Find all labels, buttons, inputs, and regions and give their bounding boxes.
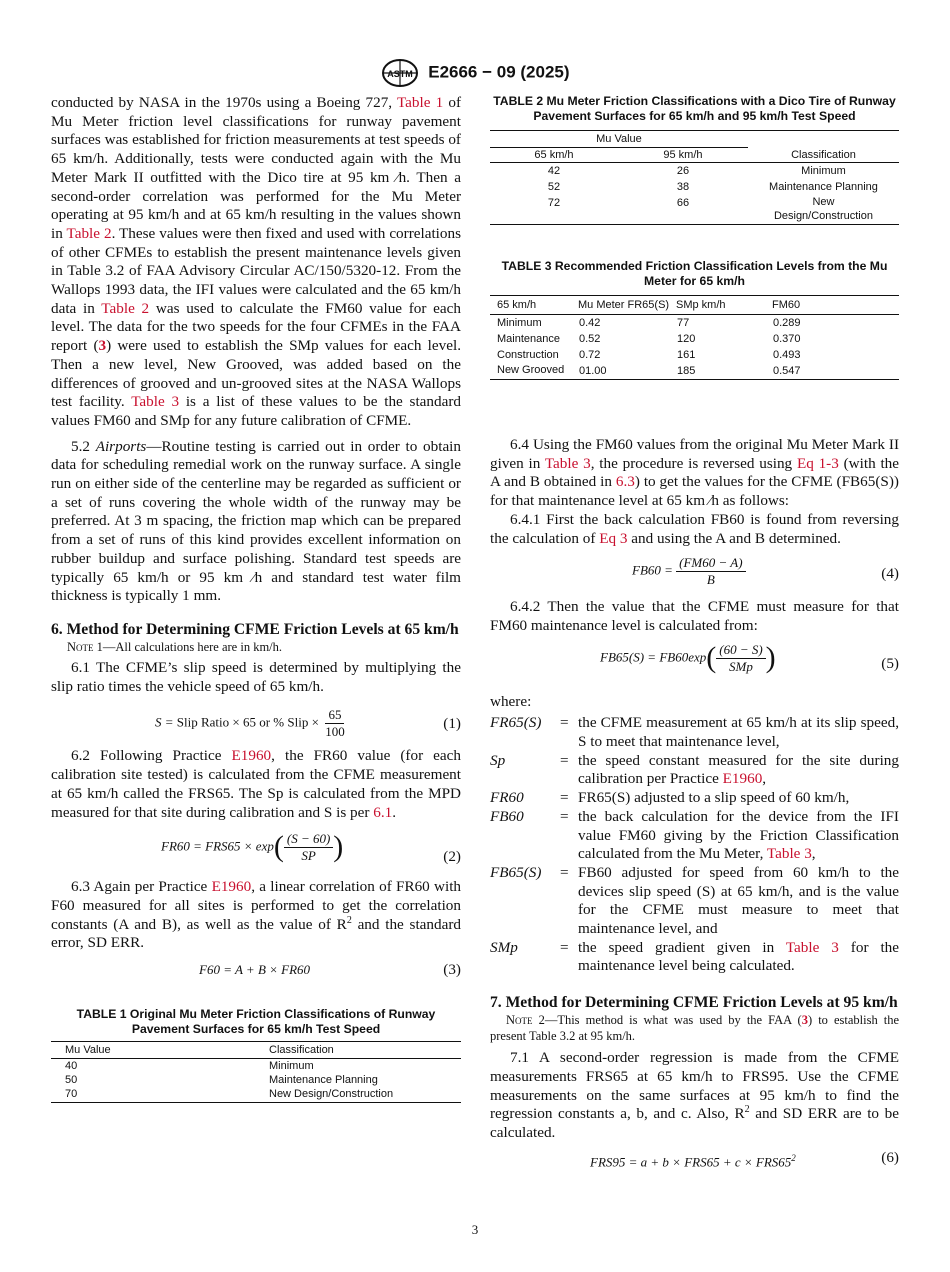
left-column	[51, 94, 461, 1103]
definition-term: Sp	[490, 751, 506, 769]
table-1-link[interactable]: Table 1	[396, 94, 444, 111]
table-group-header: Mu Value	[490, 131, 748, 148]
definition-term: FB60	[490, 807, 524, 825]
table-row: Minimum 0.42 77 0.289	[497, 317, 801, 329]
table-1-grid	[51, 1041, 461, 1103]
table-2	[490, 94, 899, 225]
table-row: 72 66 New Design/Construction	[547, 196, 873, 222]
table-2-link[interactable]: Table 2	[66, 224, 112, 242]
reference-3-link[interactable]: 3	[98, 337, 107, 355]
table-3-grid	[490, 295, 899, 380]
paragraph-7-1: 7.1 A second-order regression is made from the CFME measurements FRS65 at 65 km/h to FRS95. Use the CFME measurements on the same surfaces at 95 km/h to find the regression constants a, b, and c. Also, $R^2$ and SD ERR are to be calculated.	[490, 1049, 899, 1141]
table-1-caption: TABLE 1 Original Mu Meter Friction Classifications of Runway Pavement Surfaces for 65 km/h Test Speed	[76, 1007, 436, 1037]
paragraph-6-4: 6.4 Using the FM60 values from the original Mu Meter Mark II given in Table 3, the procedure is reversed using Eq 1-3 (with the A and B obtained in 6.3) to get the values for the CFME (FB65(S)) for that maintenance level at 65 km ⁄h as follows:	[490, 436, 900, 510]
table-row: 70 New Design/Construction	[65, 1088, 394, 1101]
equation-6: $FRS95 = a + b \times FRS65 + c \times FRS65^2$ (6)	[590, 1148, 899, 1170]
note-2: Note 2—This method is what was used by the FAA (3) to establish the present Table 3.2 at 95 km/h.	[490, 1013, 900, 1044]
equation-1: S = Slip Ratio × 65 or % Slip × $\frac{65}{100}$ (1)	[155, 707, 461, 740]
table-row: New Grooved 01.00 185 0.547	[497, 364, 801, 377]
table-row: 40 Minimum	[65, 1060, 314, 1073]
paragraph-6-3: 6.3 Again per Practice E1960, a linear correlation of FR60 with F60 measured for all sites is performed to get the correlation constants (A and B), as well as the value of $R^2$ and the standard error, SD ERR.	[51, 878, 462, 952]
paragraph-5-1-continued: conducted by NASA in the 1970s using a Boeing 727, Table 1 of Mu Meter friction level classifications for runway pavement surfaces was established for friction measurements at test speeds of 65 km/h. Additionally, tests were conducted again with the Mu Meter Mark II outfitted with the Dico tire at 95 km ⁄h. Then a second-order correlation was performed for the Mu Meter operating at 95 km/h and at 65 km/h resulting in the values shown in Table 2. These values were then fixed and used with correlations of other CFMEs to establish the present maintenance levels given in Table 3.2 of FAA Advisory Circular AC/150/5320-12. From the Wallops 1993 data, the IFI values were calculated and the 65 km/h data in Table 2 was used to calculate the FM60 value for each level. The data for the two speeds for the four CFMEs in the FAA report (3) were used to establish the SMp values for each level. Then a new level, New Grooved, was added based on the differences of grooved and un-grooved sites at the NASA Wallops test facility. Table 3 is a list of these values to be the standard values FM60 and SMp for any future calibration of CFME.	[51, 94, 462, 429]
definition-term: FB65(S)	[490, 863, 542, 881]
table-3-link[interactable]: Table 3	[131, 393, 180, 411]
table-header: Mu Value	[65, 1044, 111, 1057]
e1960-link[interactable]: E1960	[722, 770, 763, 788]
section-7-title: 7. Method for Determining CFME Friction Levels at 95 km/h	[490, 994, 898, 1012]
e1960-link[interactable]: E1960	[231, 747, 272, 765]
table-2-link[interactable]: Table 2	[101, 299, 150, 317]
table-row: 50 Maintenance Planning	[65, 1074, 378, 1087]
reference-3-link[interactable]: 3	[801, 1013, 808, 1028]
table-1	[51, 1007, 461, 1103]
section-6-3-link[interactable]: 6.3	[615, 473, 635, 491]
table-header: 95 km/h	[663, 149, 703, 161]
table-row: 52 38 Maintenance Planning	[547, 181, 878, 193]
table-row: 42 26 Minimum	[547, 165, 846, 177]
table-2-caption: TABLE 2 Mu Meter Friction Classifications with a Dico Tire of Runway Pavement Surfaces for 65 km/h and 95 km/h Test Speed	[493, 94, 896, 123]
page-header	[0, 58, 950, 88]
table-header: SMp km/h	[676, 299, 726, 311]
equation-1-3-link[interactable]: Eq 1-3	[796, 454, 839, 472]
equation-3-link[interactable]: Eq 3	[599, 529, 628, 547]
equation-2: FR60 = FRS65 × exp( $\frac{(S - 60)}{SP}$ ) (2)	[161, 830, 461, 866]
document-code: E2666 − 09 (2025)	[428, 62, 570, 82]
section-6-title: 6. Method for Determining CFME Friction Levels at 65 km/h	[51, 620, 459, 638]
equation-3: F60 = A + B × FR60 (3)	[199, 961, 461, 979]
paragraph-6-1: 6.1 The CFME’s slip speed is determined by multiplying the slip ratio times the vehicle speed of 65 km/h.	[51, 658, 461, 695]
table-3	[490, 259, 899, 380]
definition-term: FR65(S)	[490, 714, 542, 732]
equation-5: FB65(S) = FB60exp( $\frac{(60 - S)}{\text{SMp}}$ ) (5)	[600, 640, 899, 674]
table-header: 65 km/h	[534, 149, 574, 161]
paragraph-6-2: 6.2 Following Practice E1960, the FR60 value (for each calibration site tested) is calculated from the CFME measurement at 65 km/h called the FRS65. The Sp is calculated from the MPD measured for that site during calibration and S is per 6.1.	[51, 747, 461, 821]
paragraph-5-2: 5.2 Airports—Routine testing is carried out in order to obtain data for scheduling remedial work on the runway surface. A single run on either side of the centerline may be regarded as sufficient or a set of runs covering the whole width of the runway may be preferred. At 3 m spacing, the friction map which can be prepared from a set of runs of this kind provides excellent information on rubber buildup and surface polishing. Standard test speeds are typically 65 km/h or 95 km ⁄h and standard test water film thickness is typically 1 mm.	[51, 437, 461, 605]
table-3-link[interactable]: Table 3	[785, 938, 839, 956]
table-header: Classification	[791, 148, 856, 161]
table-header: 65 km/h	[497, 299, 537, 311]
section-6-1-link[interactable]: 6.1	[373, 803, 393, 821]
table-2-grid	[490, 130, 899, 225]
page-number: 3	[471, 1222, 479, 1237]
definition-term: SMp	[490, 938, 518, 956]
table-header: FM60	[772, 299, 801, 311]
where-label: where:	[490, 692, 532, 710]
paragraph-6-4-2: 6.4.2 Then the value that the CFME must measure for that FM60 maintenance level is calculated from:	[490, 598, 899, 634]
svg-text:ASTM: ASTM	[387, 69, 414, 79]
note-1: Note 1—All calculations here are in km/h.	[67, 639, 283, 654]
table-3-link[interactable]: Table 3	[544, 454, 591, 472]
table-3-link[interactable]: Table 3	[766, 845, 812, 863]
table-row: Maintenance 0.52 120 0.370	[497, 333, 801, 345]
paragraph-6-4-1: 6.4.1 First the back calculation FB60 is found from reversing the calculation of Eq 3 and using the A and B determined.	[490, 510, 899, 547]
table-header: Classification	[269, 1044, 334, 1057]
definitions-list: FR65(S) = the CFME measurement at 65 km/h at its slip speed, S to meet that maintenance level, Sp = the speed constant measured for the site during calibration per Practice E1960, FR60 = FR65(S) adjusted to a slip speed of 60 km/h, FB60 = the back calculation for the device from the IFI value FM60 giving by the Friction Classification calculated from the Mu Meter, Table 3, FB65(S) = FB60 adjusted for speed from 60 km/h to the devices slip speed (S) at 65 km/h, and is the value for the CFME must measure to meet that maintenance level, and SMp = the speed gradient given in Table 3 for the maintenance level being calculated.	[490, 714, 899, 975]
table-3-caption: TABLE 3 Recommended Friction Classification Levels from the Mu Meter for 65 km/h	[501, 259, 888, 288]
e1960-link[interactable]: E1960	[211, 878, 252, 896]
definition-term: FR60	[490, 789, 524, 807]
table-row: Construction 0.72 161 0.493	[497, 349, 801, 361]
equation-4: FB60 = $\frac{(FM60 - A)}{B}$ (4)	[632, 555, 899, 588]
right-column	[490, 94, 899, 1169]
astm-logo-icon	[380, 58, 420, 88]
table-header: Mu Meter FR65(S)	[578, 299, 670, 311]
